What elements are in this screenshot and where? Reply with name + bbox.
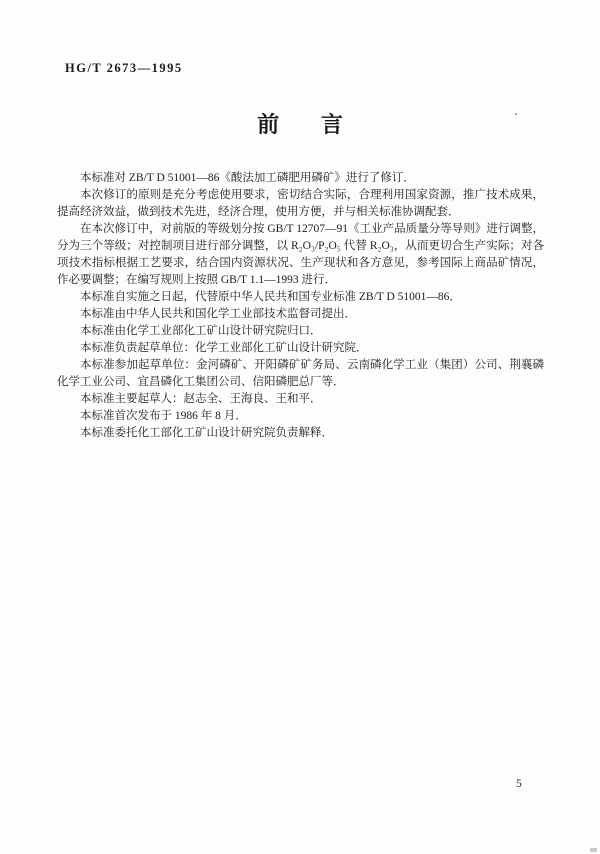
foreword-paragraph: 在本次修订中，对前版的等级划分按 GB/T 12707—91《工业产品质量分等导则》进行调整，分为三个等级；对控制项目进行部分调整，以 R₂O₃/P₂O₅ 代替 R₂O₃，从而更切合生产实际；对各项技术指标根据工艺要求，结合国内资源状况、生产现状和各方意见，参考国际上商品矿情况，作必要调整；在编写规则上按照 GB/T 1.1—1993 进行． xyxy=(57,223,544,286)
foreword-paragraph: 本标准首次发布于 1986 年 8 月． xyxy=(80,410,247,422)
foreword-paragraph: 本标准自实施之日起，代替原中华人民共和国专业标准 ZB/T D 51001—86． xyxy=(80,291,461,303)
foreword-body xyxy=(57,170,544,442)
foreword-paragraph: 本标准对 ZB/T D 51001—86《酸法加工磷肥用磷矿》进行了修订． xyxy=(80,172,415,184)
foreword-paragraph: 本标准负责起草单位：化学工业部化工矿山设计研究院． xyxy=(80,342,368,354)
foreword-paragraph: 本标准由中华人民共和国化学工业部技术监督司提出． xyxy=(80,308,356,320)
scan-speck xyxy=(515,113,517,115)
foreword-paragraph: 本标准主要起草人：赵志全、王海良、王和平． xyxy=(80,393,322,405)
scan-speck xyxy=(590,848,597,852)
foreword-paragraph: 本标准由化学工业部化工矿山设计研究院归口． xyxy=(80,325,322,337)
page-title: 前 言 xyxy=(257,112,353,137)
page-number: 5 xyxy=(516,778,522,790)
foreword-paragraph: 本标准参加起草单位：金河磷矿、开阳磷矿矿务局、云南磷化学工业（集团）公司、荆襄磷化学工业公司、宜昌磷化工集团公司、信阳磷肥总厂等． xyxy=(57,359,544,388)
foreword-paragraph: 本标准委托化工部化工矿山设计研究院负责解释． xyxy=(80,427,333,439)
standard-code: HG/T 2673—1995 xyxy=(65,61,183,75)
foreword-paragraph: 本次修订的原则是充分考虑使用要求，密切结合实际，合理利用国家资源，推广技术成果，提高经济效益，做到技术先进，经济合理，使用方便，并与相关标准协调配套． xyxy=(57,189,544,218)
